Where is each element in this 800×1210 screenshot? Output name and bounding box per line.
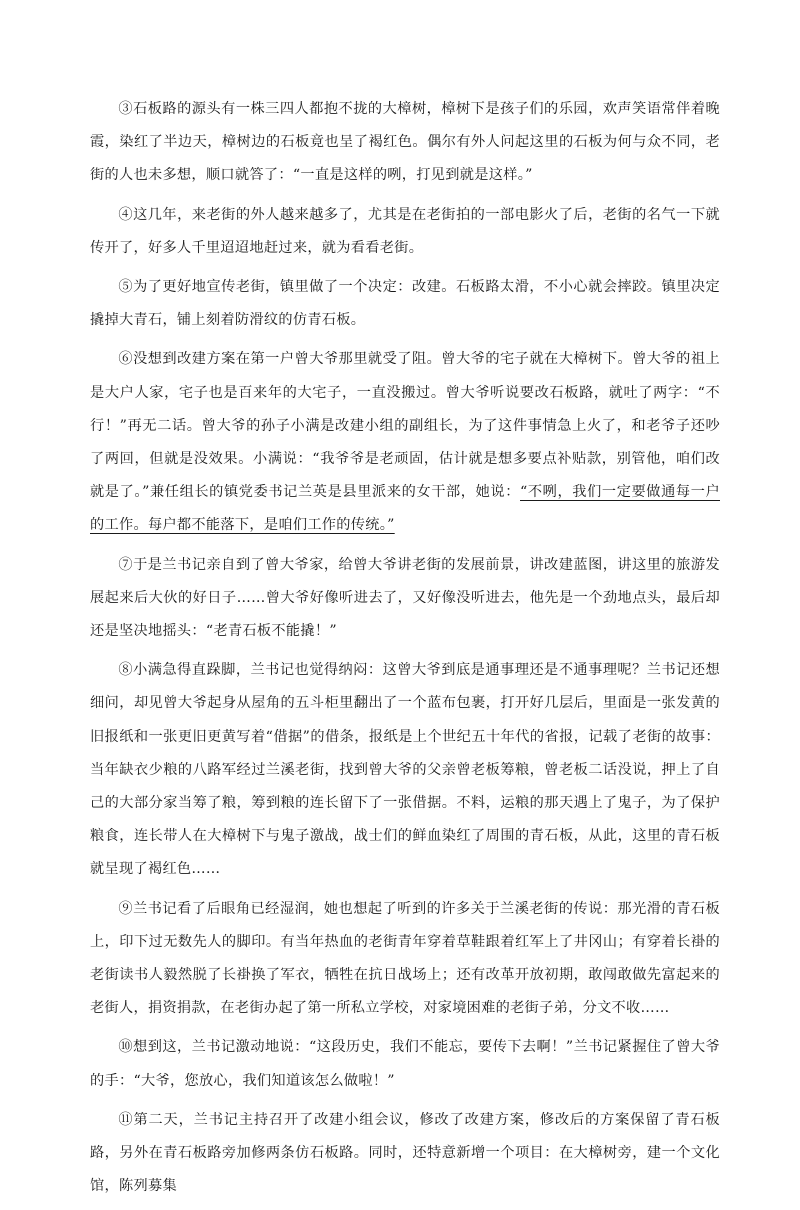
paragraph-3 xyxy=(90,93,720,193)
paragraph-6-underlined-quote: “不咧，我们一定要做通每一户的工作。每户都不能落下，是咱们工作的传统。” xyxy=(90,484,720,534)
paragraph-10 xyxy=(90,1031,720,1097)
paragraph-4-text: ④这几年，来老街的外人越来越多了，尤其是在老街拍的一部电影火了后，老街的名气一下就传开了，好多人千里迢迢地赶过来，就为看看老街。 xyxy=(90,206,720,256)
paragraph-8-text: ⑧小满急得直跺脚，兰书记也觉得纳闷：这曾大爷到底是通事理还是不通事理呢？兰书记还想细问，却见曾大爷起身从屋角的五斗柜里翻出了一个蓝布包裹，打开好几层后，里面是一张发黄的旧报纸和一张更旧更黄写着“借据”的借条，报纸是上个世纪五十年代的省报，记载了老街的故事：当年缺衣少粮的八路军经过兰溪老街，找到曾大爷的父亲曾老板筹粮，曾老板二话没说，押上了自己的大部分家当筹了粮，筹到粮的连长留下了一张借据。不料，运粮的那天遇上了鬼子，为了保护粮食，连长带人在大樟树下与鬼子激战，战士们的鲜血染红了周围的青石板，从此，这里的青石板就呈现了褐红色…… xyxy=(90,662,720,878)
document-page xyxy=(90,93,720,1210)
paragraph-8 xyxy=(90,654,720,886)
paragraph-9-text: ⑨兰书记看了后眼角已经湿润，她也想起了听到的许多关于兰溪老街的传说：那光滑的青石板上，印下过无数先人的脚印。有当年热血的老街青年穿着草鞋跟着红军上了井冈山；有穿着长褂的老街读书人毅然脱了长褂换了军衣，牺牲在抗日战场上；还有改革开放初期，敢闯敢做先富起来的老街人，捐资捐款，在老街办起了第一所私立学校，对家境困难的老街子弟，分文不收…… xyxy=(90,900,720,1017)
paragraph-5-text: ⑤为了更好地宣传老街，镇里做了一个决定：改建。石板路太滑，不小心就会摔跤。镇里决定撬掉大青石，铺上刻着防滑纹的仿青石板。 xyxy=(90,279,720,329)
paragraph-6 xyxy=(90,343,720,542)
paragraph-11 xyxy=(90,1104,720,1204)
paragraph-11-text: ⑪第二天，兰书记主持召开了改建小组会议，修改了改建方案，修改后的方案保留了青石板路，另外在青石板路旁加修两条仿石板路。同时，还特意新增一个项目：在大樟树旁，建一个文化馆，陈列募集 xyxy=(90,1111,720,1195)
paragraph-5 xyxy=(90,271,720,337)
paragraph-10-text: ⑩想到这，兰书记激动地说：“这段历史，我们不能忘，要传下去啊！”兰书记紧握住了曾大爷的手：“大爷，您放心，我们知道该怎么做啦！” xyxy=(90,1039,720,1089)
paragraph-9 xyxy=(90,893,720,1026)
paragraph-7 xyxy=(90,549,720,649)
paragraph-6-text: ⑥没想到改建方案在第一户曾大爷那里就受了阻。曾大爷的宅子就在大樟树下。曾大爷的祖上是大户人家，宅子也是百来年的大宅子，一直没搬过。曾大爷听说要改石板路，就吐了两字：“不行！”再无二话。曾大爷的孙子小满是改建小组的副组长，为了这件事情急上火了，和老爷子还吵了两回，但就是没效果。小满说：“我爷爷是老顽固，估计就是想多要点补贴款，别管他，咱们改就是了。”兼任组长的镇党委书记兰英是县里派来的女干部，她说： xyxy=(90,351,720,501)
paragraph-7-text: ⑦于是兰书记亲自到了曾大爷家，给曾大爷讲老街的发展前景，讲改建蓝图，讲这里的旅游发展起来后大伙的好日子……曾大爷好像听进去了，又好像没听进去，他先是一个劲地点头，最后却还是坚决地摇头：“老青石板不能撬！” xyxy=(90,556,720,640)
paragraph-4 xyxy=(90,199,720,265)
paragraph-3-text: ③石板路的源头有一株三四人都抱不拢的大樟树，樟树下是孩子们的乐园，欢声笑语常伴着晚霞，染红了半边天，樟树边的石板竟也呈了褐红色。偶尔有外人问起这里的石板为何与众不同，老街的人也未多想，顺口就答了：“一直是这样的咧，打见到就是这样。” xyxy=(90,101,720,184)
